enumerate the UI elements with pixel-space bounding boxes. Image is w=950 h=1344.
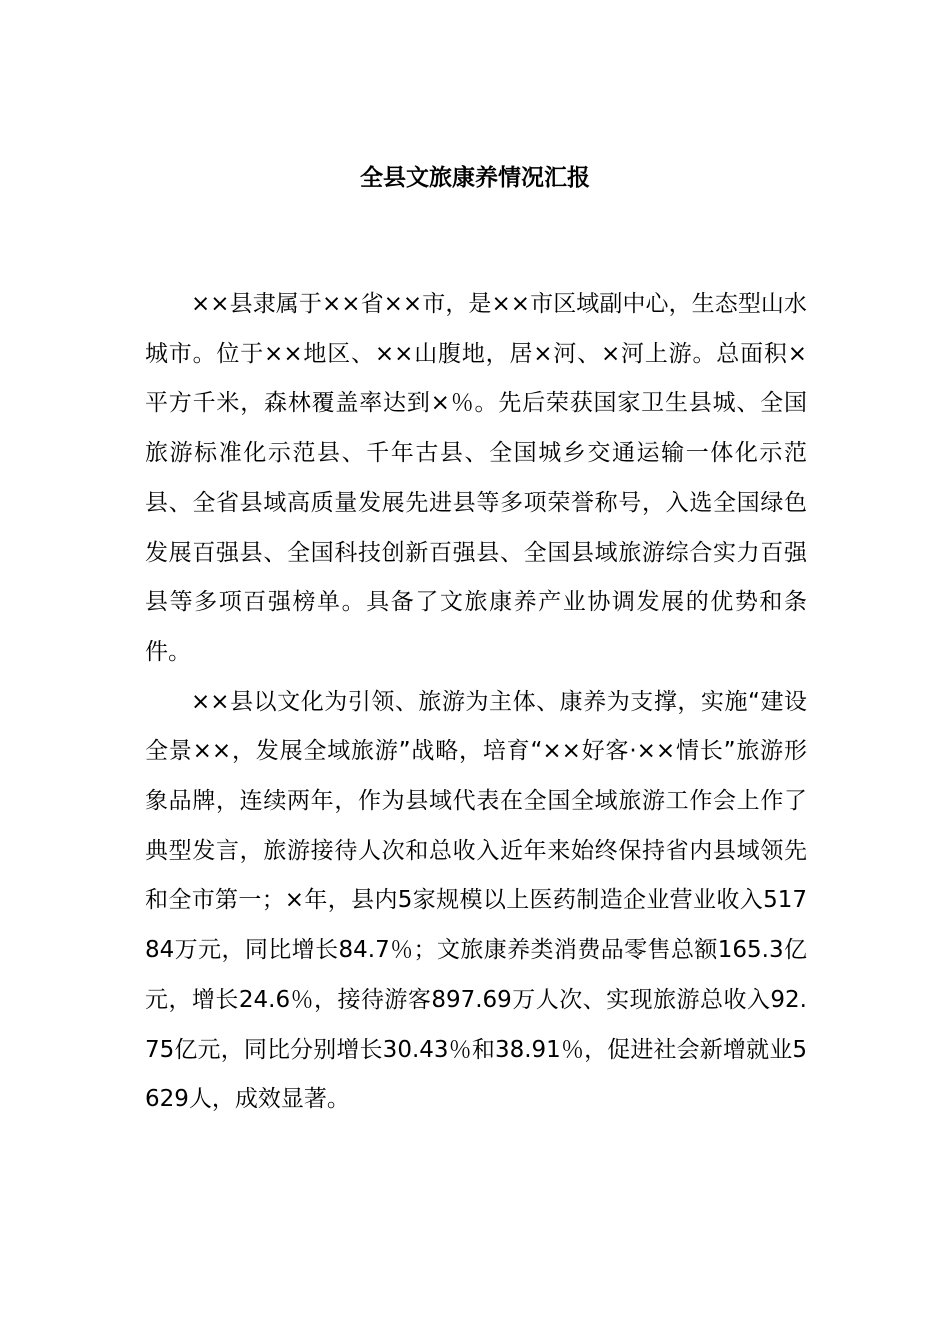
paragraph-county-overview: ××县隶属于××省××市，是××市区域副中心，生态型山水城市。位于××地区、××山腹地，居×河、×河上游。总面积×平方千米，森林覆盖率达到×％。先后荣获国家卫生县城、全国旅游标准化示范县、千年古县、全国城乡交通运输一体化示范县、全省县域高质量发展先进县等多项荣誉称号，入选全国绿色发展百强县、全国科技创新百强县、全国县域旅游综合实力百强县等多项百强榜单。具备了文旅康养产业协调发展的优势和条件。 <box>145 291 807 665</box>
document-title: 全县文旅康养情况汇报 <box>360 165 590 191</box>
document-body <box>145 280 807 1125</box>
paragraph-tourism-results: ××县以文化为引领、旅游为主体、康养为支撑，实施“建设全景××，发展全域旅游”战略，培育“××好客·××情长”旅游形象品牌，连续两年，作为县域代表在全国全域旅游工作会上作了典型发言，旅游接待人次和总收入近年来始终保持省内县域领先和全市第一；×年，县内5家规模以上医药制造企业营业收入51784万元，同比增长84.7％；文旅康养类消费品零售总额165.3亿元，增长24.6％，接待游客897.69万人次、实现旅游总收入92.75亿元，同比分别增长30.43％和38.91％，促进社会新增就业5629人，成效显著。 <box>145 688 807 1113</box>
